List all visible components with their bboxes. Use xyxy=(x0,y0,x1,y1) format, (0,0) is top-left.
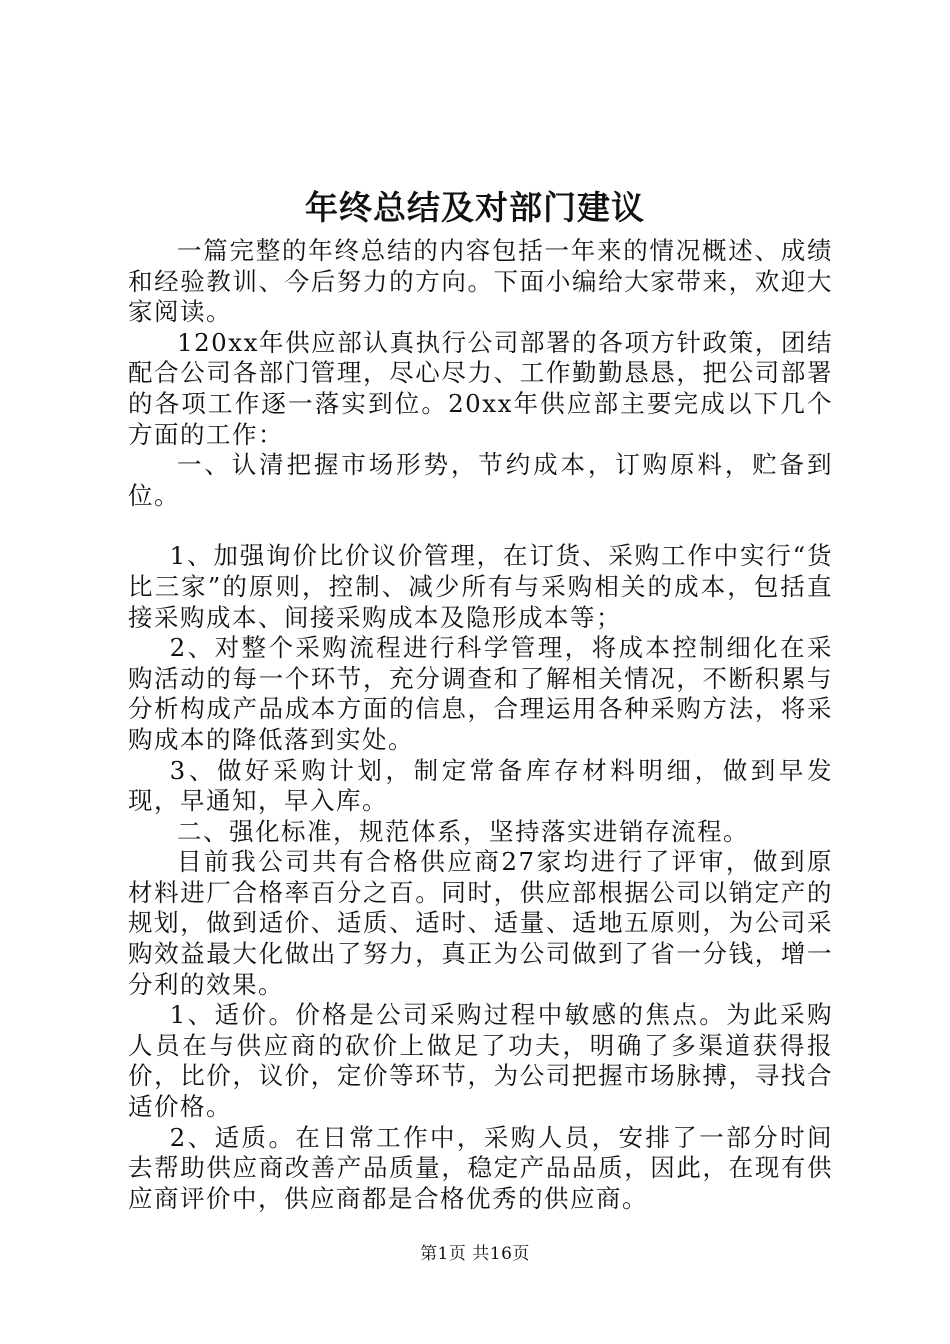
list-item: 3、做好采购计划，制定常备库存材料明细，做到早发现，早通知，早入库。 xyxy=(128,755,833,816)
list-item: 2、对整个采购流程进行科学管理，将成本控制细化在采购活动的每一个环节，充分调查和了解相关情况，不断积累与分析构成产品成本方面的信息，合理运用各种采购方法，将采购成本的降低落到实处。 xyxy=(128,633,833,754)
paragraph-intro: 一篇完整的年终总结的内容包括一年来的情况概述、成绩和经验教训、今后努力的方向。下面小编给大家带来，欢迎大家阅读。 xyxy=(128,236,833,327)
section-heading-1: 一、认清把握市场形势，节约成本，订购原料，贮备到位。 xyxy=(128,450,833,510)
document-title: 年终总结及对部门建议 xyxy=(305,188,645,227)
document-body xyxy=(128,236,833,1214)
section-heading-2: 二、强化标准，规范体系，坚持落实进销存流程。 xyxy=(177,816,749,846)
paragraph-suppliers: 目前我公司共有合格供应商27家均进行了评审，做到原材料进厂合格率百分之百。同时，供应部根据公司以销定产的规划，做到适价、适质、适时、适量、适地五原则，为公司采购效益最大化做出了努力，真正为公司做到了省一分钱，增一分利的效果。 xyxy=(128,847,833,999)
page-footer: 第1页 共16页 xyxy=(420,1244,530,1264)
list-item: 1、加强询价比价议价管理，在订货、采购工作中实行“货比三家”的原则，控制、减少所有与采购相关的成本，包括直接采购成本、间接采购成本及隐形成本等； xyxy=(128,541,833,632)
paragraph-overview: 120xx年供应部认真执行公司部署的各项方针政策，团结配合公司各部门管理，尽心尽力、工作勤勤恳恳，把公司部署的各项工作逐一落实到位。20xx年供应部主要完成以下几个方面的工作： xyxy=(128,327,833,449)
list-item: 2、适质。在日常工作中，采购人员，安排了一部分时间去帮助供应商改善产品质量，稳定产品品质，因此，在现有供应商评价中，供应商都是合格优秀的供应商。 xyxy=(128,1122,833,1213)
list-item: 1、适价。价格是公司采购过程中敏感的焦点。为此采购人员在与供应商的砍价上做足了功夫，明确了多渠道获得报价，比价，议价，定价等环节，为公司把握市场脉搏，寻找合适价格。 xyxy=(128,1000,833,1122)
